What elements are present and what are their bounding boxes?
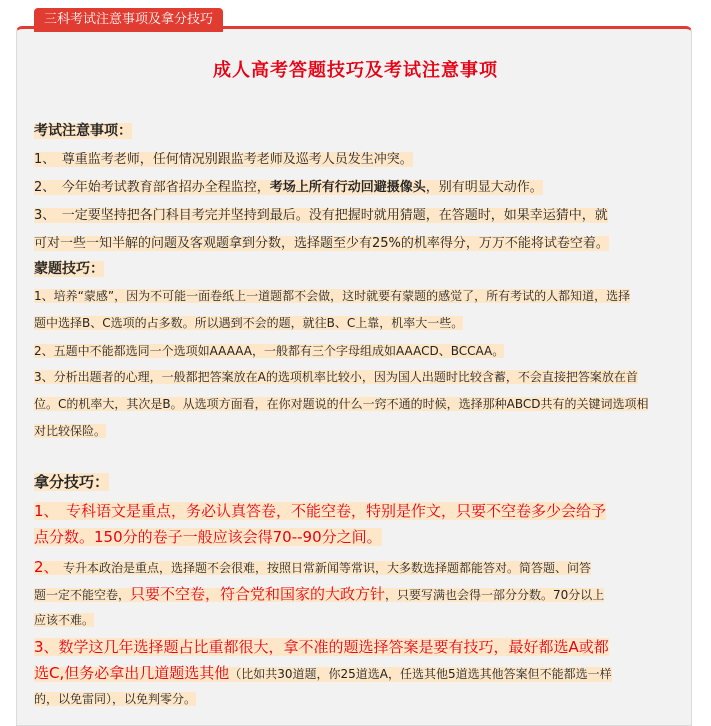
score-item-1: 1、 专科语文是重点，务必认真答卷，不能空卷，特别是作文，只要不空卷多少会给予 — [34, 502, 607, 520]
notes-item-1: 1、 尊重监考老师，任何情况别跟监考老师及巡考人员发生冲突。 — [34, 152, 413, 167]
score-item-3: 3、数学这几年选择题占比重都很大，拿不准的题选择答案是要有技巧，最好都选A或都 — [34, 638, 609, 656]
guess-item-3: 3、分析出题者的心理，一般都把答案放在A的选项机率比较小，因为国人出题时比较含蓄，不会直接把答案放在首 — [34, 370, 638, 384]
score-item-2: 2、 专升本政治是重点，选择题不会很难，按照日常新闻等常识，大多数选择题都能答对。简答题、问答 — [34, 558, 592, 576]
guess-item-2: 2、五题中不能都选同一个选项如AAAAA，一般都有三个字母组成如AAACD、BCCAA。 — [34, 344, 505, 358]
score-item-2-cont: 题一定不能空卷，只要不空卷，符合党和国家的大政方针，只要写满也会得一部分分数。70分以上 — [34, 585, 605, 603]
page-title: 成人高考答题技巧及考试注意事项 — [213, 60, 498, 81]
score-item-3-cont: 选C,但务必拿出几道题选其他（比如共30道题，你25道选A，任选其他5道选其他答案但不能都选一样 — [34, 664, 612, 682]
guess-item-3-cont: 位。C的机率大，其次是B。从选项方面看，在你对题说的什么一窍不通的时候，选择那种ABCD共有的关键词选项相 — [34, 397, 649, 411]
notes-item-3: 3、 一定要坚持把各门科目考完并坚持到最后。没有把握时就用猜题，在答题时，如果幸运猜中，就 — [34, 208, 608, 223]
section-heading-score: 拿分技巧： — [34, 473, 110, 491]
section-tab[interactable]: 三科考试注意事项及拿分技巧 — [34, 8, 223, 32]
score-item-2-cont2: 应该不难。 — [34, 613, 95, 627]
section-heading-guess: 蒙题技巧： — [34, 261, 104, 277]
guess-item-1: 1、培养“蒙感”，因为不可能一面卷纸上一道题都不会做，这时就要有蒙题的感觉了，所有考试的人都知道，选择 — [34, 289, 631, 303]
score-item-1-cont: 点分数。150分的卷子一般应该会得70--90分之间。 — [34, 528, 382, 546]
section-heading-notes: 考试注意事项： — [34, 123, 132, 139]
score-item-3-cont2: 的，以免雷同），以免判零分。 — [34, 692, 197, 706]
guess-item-3-cont2: 对比较保险。 — [34, 424, 107, 438]
notes-item-2: 2、 今年始考试教育部省招办全程监控，考场上所有行动回避摄像头，别有明显大动作。 — [34, 180, 543, 195]
notes-item-3-cont: 可对一些一知半解的问题及客观题拿到分数，选择题至少有25%的机率得分，万万不能将试卷空着。 — [34, 236, 609, 251]
guess-item-1-cont: 题中选择B、C选项的占多数。所以遇到不会的题，就往B、C上靠，机率大一些。 — [34, 316, 464, 330]
